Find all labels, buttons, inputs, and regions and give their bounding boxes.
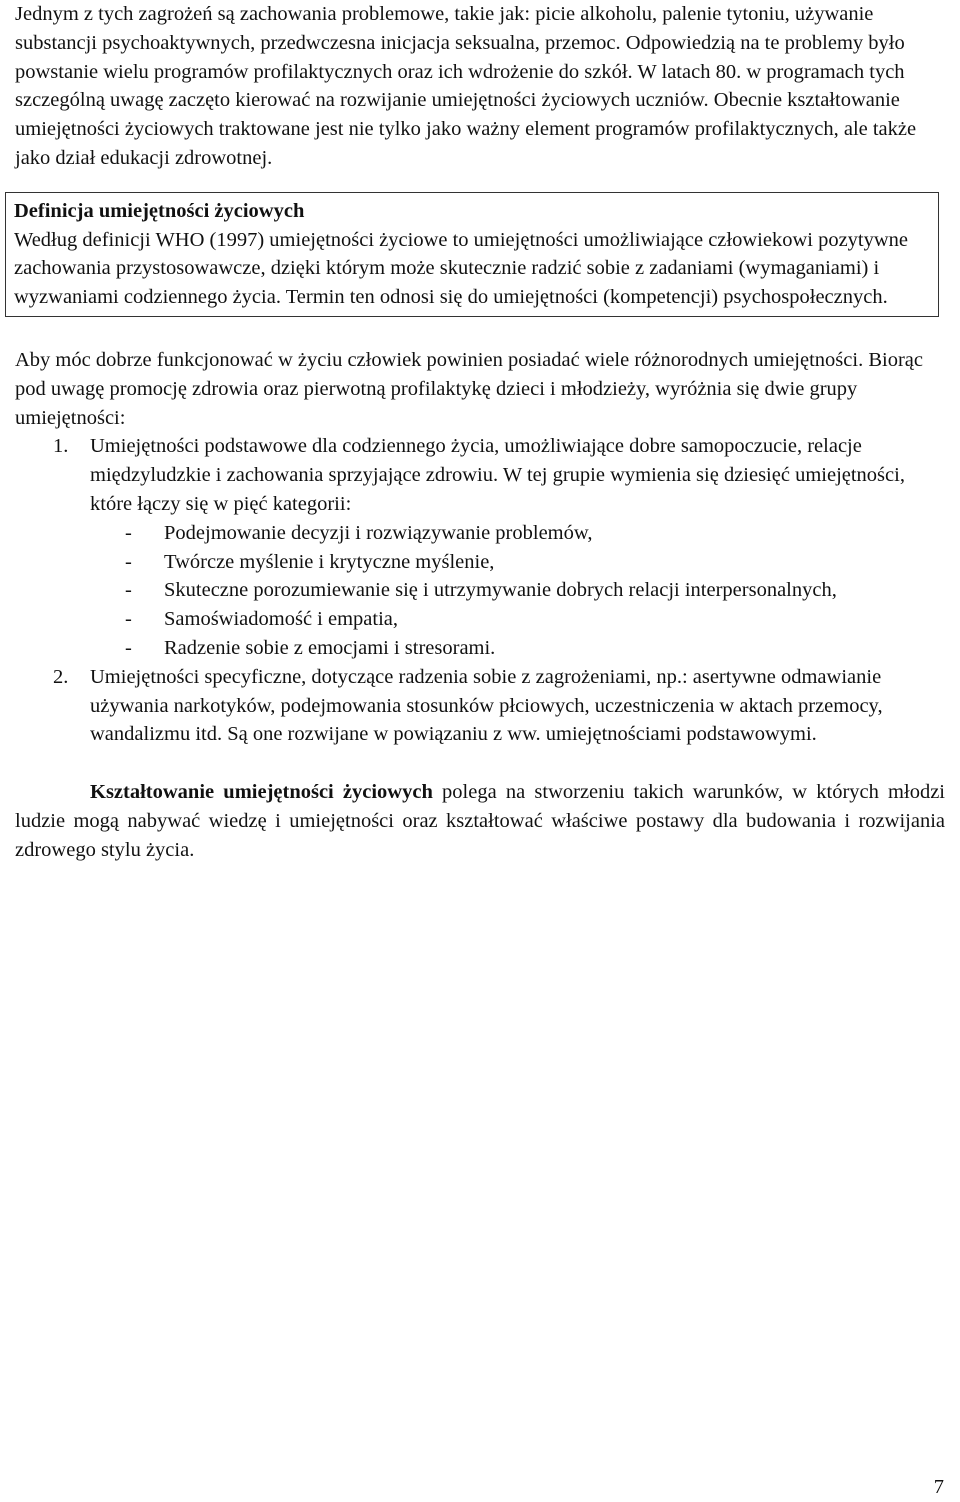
skills-intro-paragraph: Aby móc dobrze funkcjonować w życiu człowiek powinien posiadać wiele różnorodnych umiejętności. Biorąc pod uwagę promocję zdrowia oraz pierwotną profilaktykę dzieci i młodzieży, wyróżnia się dwie grupy umiejętności: [15, 348, 923, 429]
list-dash: - [125, 608, 132, 631]
skill-category-item [90, 605, 945, 634]
intro-paragraph: Jednym z tych zagrożeń są zachowania problemowe, takie jak: picie alkoholu, palenie tytoniu, używanie substancji psychoaktywnych, przedwczesna inicjacja seksualna, przemoc. Odpowiedzią na te problemy było powstanie wielu programów profilaktycznych oraz ich wdrożenie do szkół. W latach 80. w programach tych szczególną uwagę zaczęto kierować na rozwijanie umiejętności życiowych uczniów. Obecnie kształtowanie umiejętności życiowych traktowane jest nie tylko jako ważny element programów profilaktycznych, ale także jako dział edukacji zdrowotnej. [15, 3, 917, 169]
skill-category-text: Twórcze myślenie i krytyczne myślenie, [164, 550, 495, 573]
list-dash: - [125, 521, 132, 544]
document-page [15, 0, 945, 865]
skill-category-text: Samoświadomość i empatia, [164, 608, 398, 631]
skill-group-text: Umiejętności specyficzne, dotyczące radzenia sobie z zagrożeniami, np.: asertywne odmawianie używania narkotyków, podejmowania stosunków płciowych, uczestniczenia w aktach przemocy, wandalizmu itd. Są one rozwijane w powiązaniu z ww. umiejętnościami podstawowymi. [90, 665, 883, 746]
skill-group-number: 2. [53, 665, 69, 688]
skill-category-item [90, 519, 945, 548]
skill-category-item [90, 634, 945, 663]
skill-category-text: Radzenie sobie z emocjami i stresorami. [164, 636, 496, 659]
skill-group-item [15, 432, 945, 662]
skill-group-number: 1. [53, 435, 69, 458]
definition-box [5, 192, 939, 317]
skill-category-item [90, 576, 945, 605]
definition-heading: Definicja umiejętności życiowych [14, 199, 305, 222]
list-dash: - [125, 579, 132, 602]
closing-paragraph [15, 778, 945, 864]
skill-category-text: Podejmowanie decyzji i rozwiązywanie problemów, [164, 521, 593, 544]
skill-category-text: Skuteczne porozumiewanie się i utrzymywanie dobrych relacji interpersonalnych, [164, 579, 837, 602]
skill-groups-list [15, 432, 945, 749]
skill-categories-list [90, 519, 945, 663]
closing-text: polega na stworzeniu takich warunków, w których młodzi ludzie mogą nabywać wiedzę i umiejętności oraz kształtować właściwe postawy dla budowania i rozwijania zdrowego stylu życia. [15, 781, 945, 861]
skill-group-item [15, 663, 945, 749]
skill-category-item [90, 548, 945, 577]
list-dash: - [125, 636, 132, 659]
page-number: 7 [933, 1476, 944, 1498]
skill-group-text: Umiejętności podstawowe dla codziennego życia, umożliwiające dobre samopoczucie, relacje międzyludzkie i zachowania sprzyjające zdrowiu. W tej grupie wymienia się dziesięć umiejętności, które łączy się w pięć kategorii: [90, 435, 905, 515]
closing-bold-phrase: Kształtowanie umiejętności życiowych [90, 781, 433, 804]
definition-text: Według definicji WHO (1997) umiejętności życiowe to umiejętności umożliwiające człowiekowi pozytywne zachowania przystosowawcze, dzięki którym może skutecznie radzić sobie z zadaniami (wymaganiami) i wyzwaniami codziennego życia. Termin ten odnosi się do umiejętności (kompetencji) psychospołecznych. [14, 228, 909, 309]
list-dash: - [125, 550, 132, 573]
